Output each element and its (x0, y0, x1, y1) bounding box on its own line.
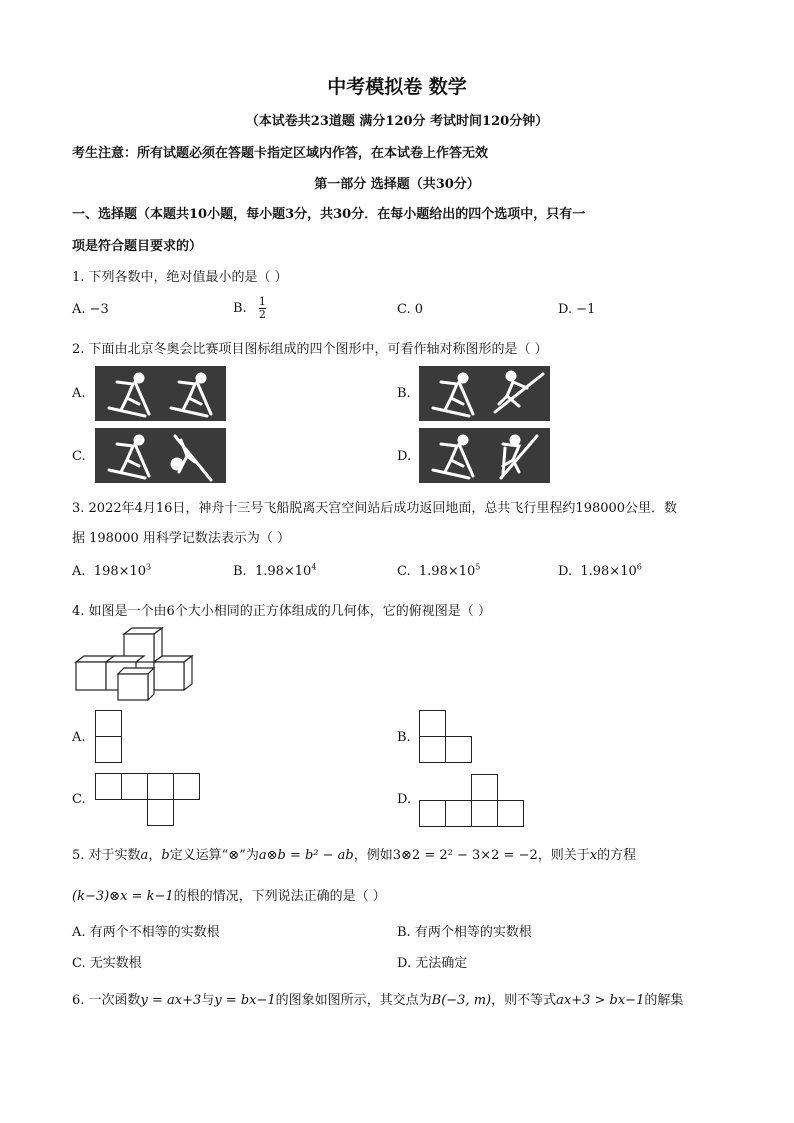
q5-stem-line2: (k−3)⊗x = k−1的根的情况，下列说法正确的是（ ） (72, 889, 386, 904)
q3-option-d: D. $1.98\times 10^6$ (558, 562, 642, 579)
q4-option-b: B. (397, 730, 411, 745)
q2-b-image (419, 366, 550, 421)
section-heading-line2: 项是符合题目要求的） (72, 239, 203, 254)
q4-option-d: D. (397, 792, 412, 807)
q2-option-b: B. (397, 386, 411, 401)
q3-option-c: C. $1.98\times 10^5$ (397, 562, 481, 579)
q2-option-a: A. (72, 386, 86, 401)
q2-stem: 2. 下面由北京冬奥会比赛项目图标组成的四个图形中，可看作轴对称图形的是（ ） (72, 342, 548, 357)
q5-option-d: D. 无法确定 (397, 956, 468, 971)
q5-option-b: B. 有两个相等的实数根 (397, 925, 532, 940)
part-heading: 第一部分 选择题（共30分） (314, 177, 480, 192)
q4-option-a: A. (72, 730, 86, 745)
q2-option-d: D. (397, 449, 412, 464)
q2-c-image (95, 428, 226, 483)
q1-stem: 1. 下列各数中，绝对值最小的是（ ） (72, 270, 288, 285)
q5-option-a: A. 有两个不相等的实数根 (72, 925, 220, 940)
q1-option-c: C. 0 (397, 302, 424, 317)
page-title: 中考模拟卷 数学 (327, 76, 467, 98)
q3-option-a: A. $198\times 10^3$ (72, 562, 152, 579)
skier-icon (419, 428, 550, 483)
q1-option-d: D. −1 (558, 302, 596, 317)
q1-option-a: A. −3 (72, 302, 109, 317)
skier-icon (419, 366, 550, 421)
q1-option-b: B. $\frac{1}{2}$ (233, 295, 266, 321)
cube-solid-figure (72, 626, 196, 702)
exam-notice: 考生注意：所有试题必须在答题卡指定区域内作答，在本试卷上作答无效 (72, 146, 489, 161)
q2-a-image (95, 366, 226, 421)
q3-stem-line1: 3. 2022年4月16日，神舟十三号飞船脱离天宫空间站后成功返回地面，总共飞行里程约198000公里．数 (72, 501, 678, 516)
q2-option-c: C. (72, 449, 86, 464)
q4-option-c: C. (72, 792, 86, 807)
q5-stem-line1: 5. 对于实数a，b定义运算“⊗”为a⊗b = b² − ab，例如3⊗2 = 2² − 3×2 = −2，则关于x的方程 (72, 848, 637, 863)
q5-option-c: C. 无实数根 (72, 956, 142, 971)
q3-option-b: B. $1.98\times 10^4$ (233, 562, 317, 579)
q6-stem: 6. 一次函数y = ax+3与y = bx−1的图象如图所示，其交点为B(−3, m)，则不等式ax+3 > bx−1的解集 (72, 993, 684, 1008)
q2-d-image (419, 428, 550, 483)
q4-stem: 4. 如图是一个由6个大小相同的正方体组成的几何体，它的俯视图是（ ） (72, 604, 491, 619)
skier-icon (95, 428, 226, 483)
skier-icon (95, 366, 226, 421)
section-heading-line1: 一、选择题（本题共10小题，每小题3分，共30分．在每小题给出的四个选项中，只有一 (72, 207, 586, 222)
q3-stem-line2: 据 198000 用科学记数法表示为（ ） (72, 531, 291, 546)
exam-info: （本试卷共23道题 满分120分 考试时间120分钟） (245, 114, 549, 129)
